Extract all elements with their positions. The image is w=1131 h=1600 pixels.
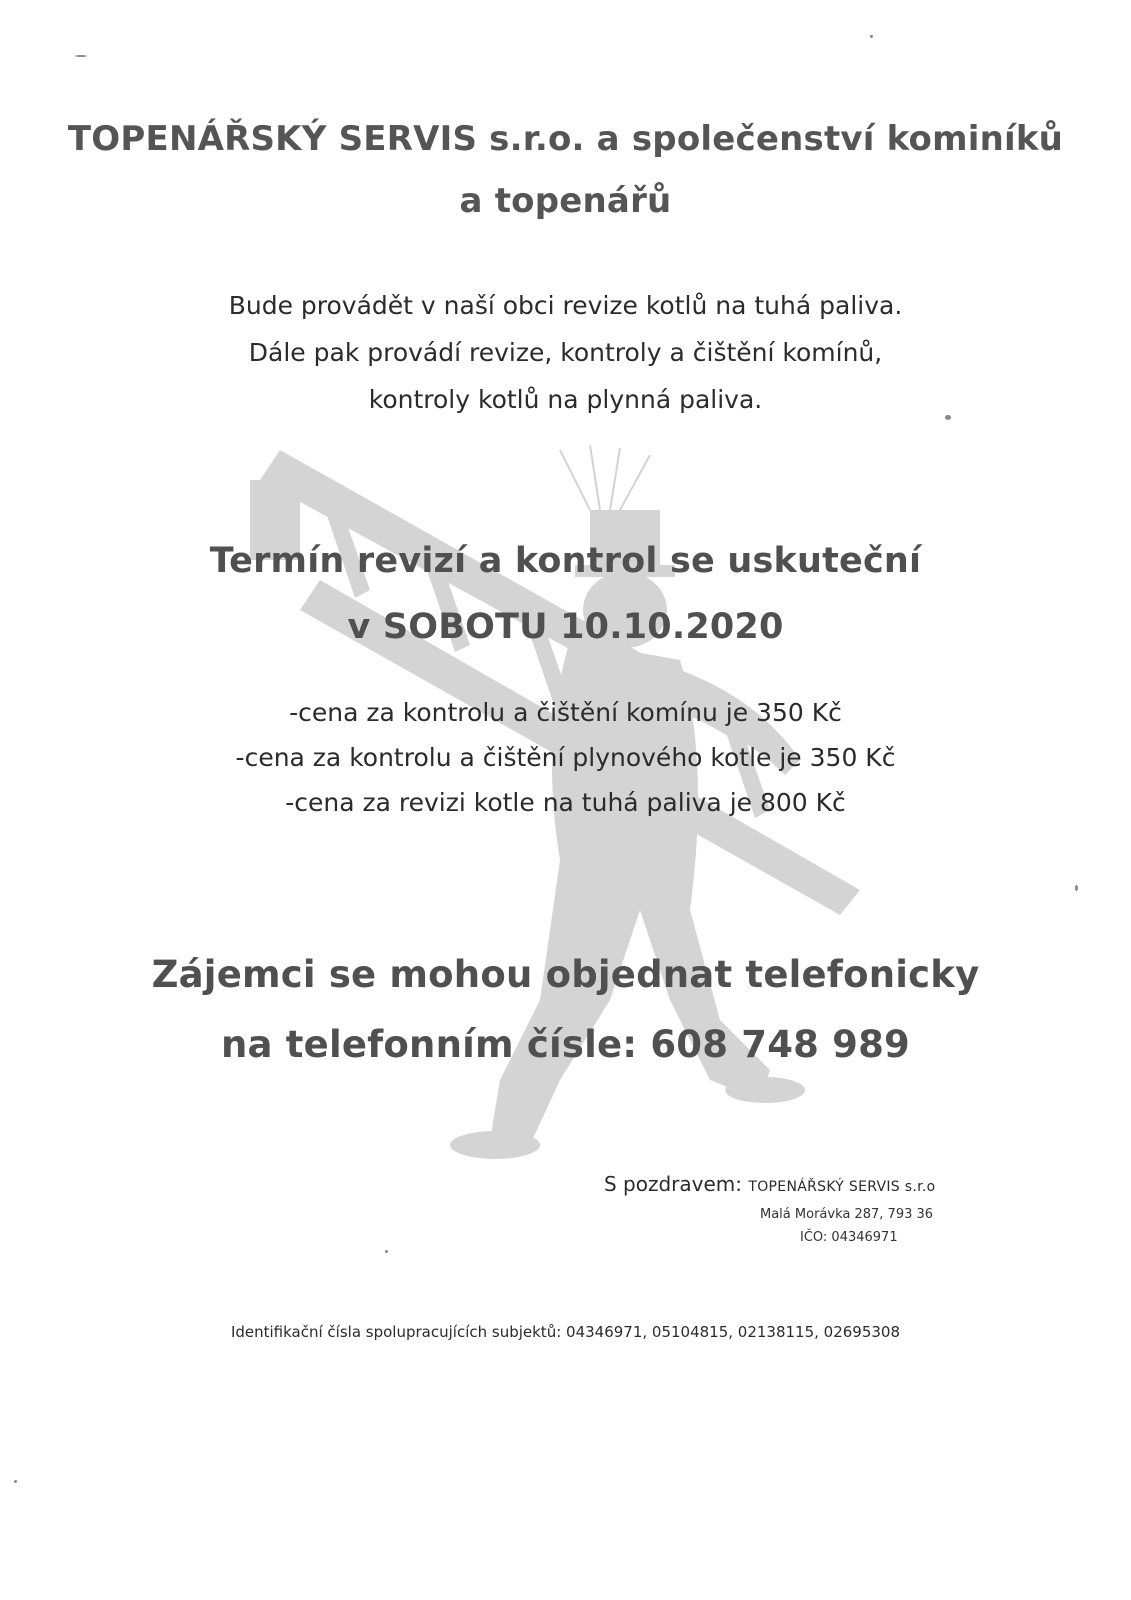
company-heading bbox=[0, 108, 1131, 232]
schedule-line2: v SOBOTU 10.10.2020 bbox=[347, 607, 784, 647]
scan-speck bbox=[870, 35, 873, 38]
signature-address: Malá Morávka 287, 793 36 bbox=[760, 1207, 934, 1222]
signature-company: TOPENÁŘSKÝ SERVIS s.r.o bbox=[748, 1179, 936, 1195]
scan-speck bbox=[14, 1480, 17, 1483]
signature-greeting bbox=[604, 1170, 935, 1201]
price-list bbox=[0, 690, 1131, 825]
company-heading-line2: a topenářů bbox=[459, 181, 672, 221]
contact-line1: Zájemci se mohou objednat telefonicky bbox=[151, 953, 980, 996]
price-item: -cena za kontrolu a čištění komínu je 350 Kč bbox=[289, 698, 842, 727]
scan-speck bbox=[75, 55, 87, 57]
intro-line3: kontroly kotlů na plynná paliva. bbox=[368, 385, 763, 414]
intro-line1: Bude provádět v naší obci revize kotlů na tuhá paliva. bbox=[228, 291, 903, 320]
signature-ico: IČO: 04346971 bbox=[800, 1230, 898, 1245]
scan-speck bbox=[385, 1250, 388, 1253]
scan-speck bbox=[945, 415, 951, 420]
price-item: -cena za revizi kotle na tuhá paliva je 800 Kč bbox=[285, 788, 846, 817]
contact-heading bbox=[0, 940, 1131, 1080]
schedule-line1: Termín revizí a kontrol se uskuteční bbox=[209, 541, 922, 581]
intro-line2: Dále pak provádí revize, kontroly a čištění komínů, bbox=[248, 338, 883, 367]
contact-line2: na telefonním čísle: 608 748 989 bbox=[220, 1023, 911, 1066]
company-heading-line1: TOPENÁŘSKÝ SERVIS s.r.o. a společenství kominíků bbox=[67, 119, 1064, 159]
partner-ids: Identifikační čísla spolupracujících subjektů: 04346971, 05104815, 02138115, 02695308 bbox=[230, 1323, 901, 1341]
greeting-text: S pozdravem: bbox=[604, 1172, 743, 1196]
intro-paragraph bbox=[0, 282, 1131, 423]
scan-speck bbox=[1075, 885, 1078, 891]
schedule-heading bbox=[0, 528, 1131, 660]
price-item: -cena za kontrolu a čištění plynového kotle je 350 Kč bbox=[235, 743, 896, 772]
